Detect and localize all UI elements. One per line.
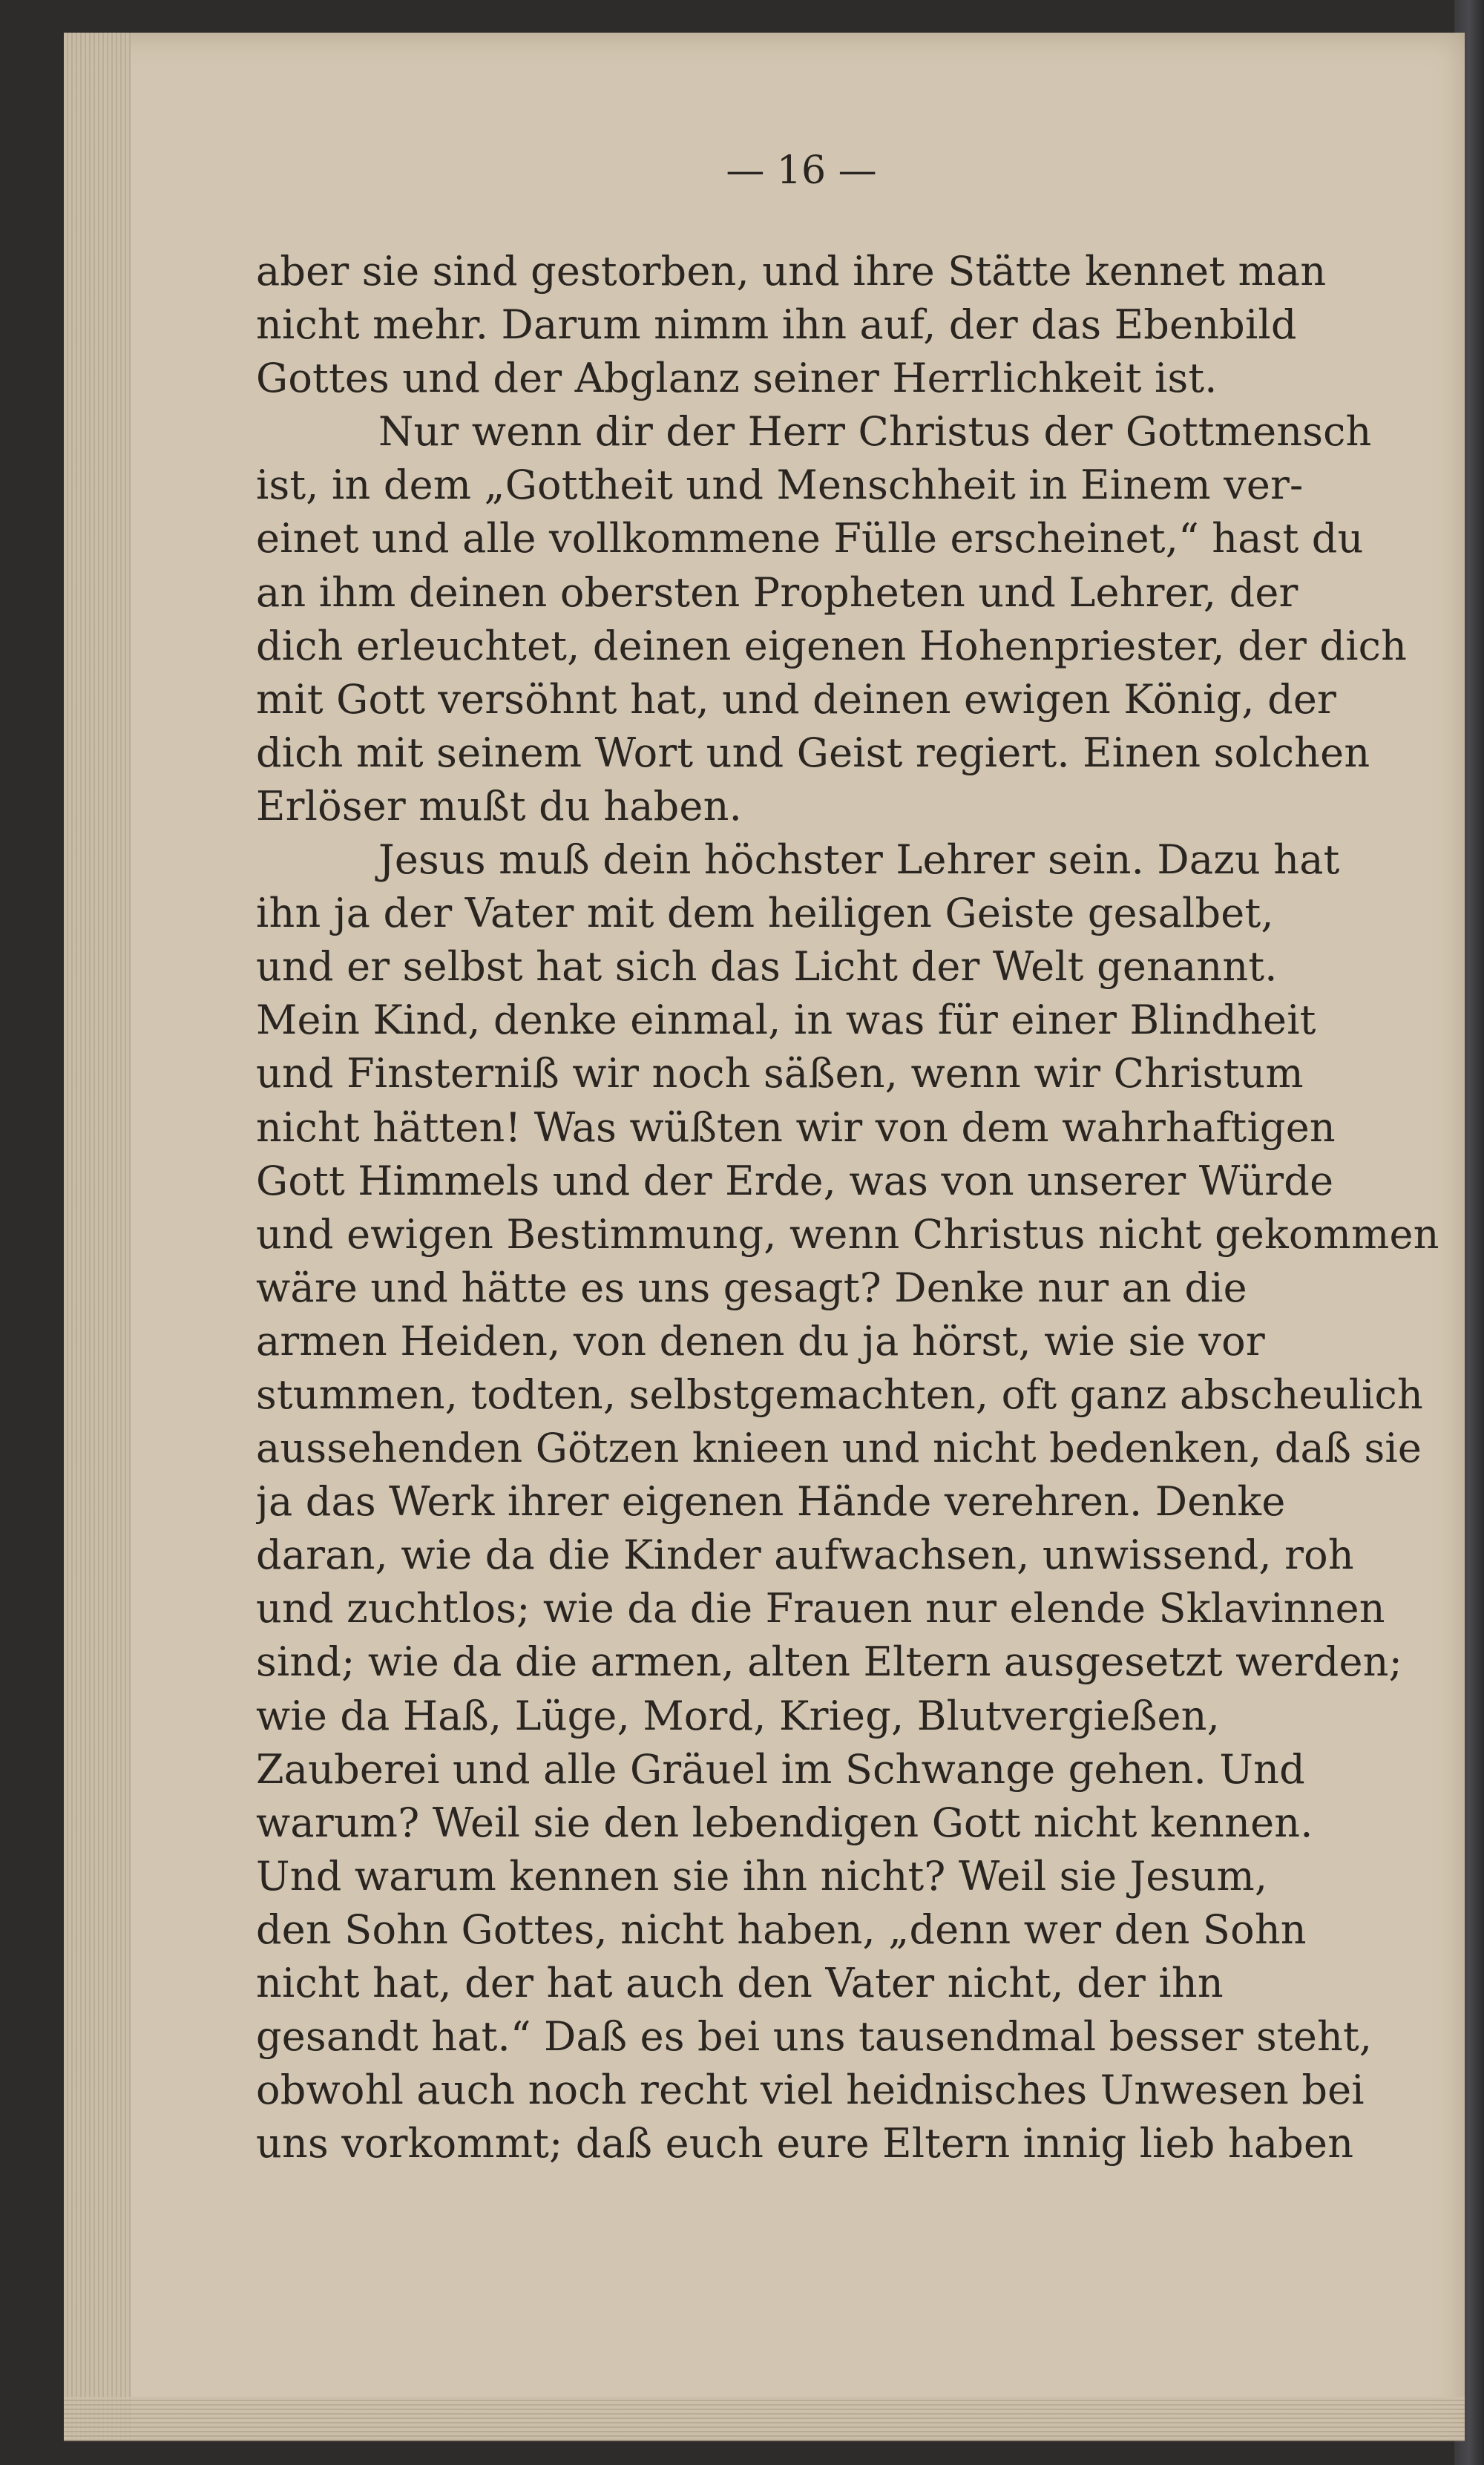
text-line: nicht mehr. Darum nimm ihn auf, der das Ebenbild [256, 301, 1297, 349]
text-line: und ewigen Bestimmung, wenn Christus nicht gekommen [256, 1210, 1439, 1258]
text-line: und er selbst hat sich das Licht der Welt genannt. [256, 943, 1278, 991]
page-stack-edge [64, 33, 131, 2440]
body-text [256, 245, 1465, 2170]
text-line: daran, wie da die Kinder aufwachsen, unwissend, roh [256, 1532, 1354, 1579]
text-line: ihn ja der Vater mit dem heiligen Geiste gesalbet, [256, 890, 1274, 937]
text-line: armen Heiden, von denen du ja hörst, wie sie vor [256, 1317, 1265, 1365]
text-line: mit Gott versöhnt hat, und deinen ewigen König, der [256, 675, 1337, 723]
text-line: obwohl auch noch recht viel heidnisches Unwesen bei [256, 2067, 1365, 2114]
text-line: einet und alle vollkommene Fülle erscheinet,“ hast du [256, 515, 1364, 562]
text-line: aber sie sind gestorben, und ihre Stätte kennet man [256, 248, 1327, 295]
text-line: Gott Himmels und der Erde, was von unserer Würde [256, 1157, 1334, 1204]
text-line: Nur wenn dir der Herr Christus der Gottmensch [378, 408, 1372, 456]
page-number: — 16 — [726, 148, 877, 193]
text-line: warum? Weil sie den lebendigen Gott nicht kennen. [256, 1799, 1313, 1846]
text-line: stummen, todten, selbstgemachten, oft ganz abscheulich [256, 1371, 1423, 1418]
page-stack-bottom-edge [64, 2397, 1465, 2441]
text-line: gesandt hat.“ Daß es bei uns tausendmal besser steht, [256, 2013, 1373, 2061]
text-line: Und warum kennen sie ihn nicht? Weil sie Jesum, [256, 1852, 1268, 1900]
text-line: ist, in dem „Gottheit und Menschheit in Einem ver- [256, 462, 1304, 509]
text-line: den Sohn Gottes, nicht haben, „denn wer den Sohn [256, 1906, 1307, 1953]
text-line: wäre und hätte es uns gesagt? Denke nur an die [256, 1264, 1247, 1311]
text-line: uns vorkommt; daß euch eure Eltern innig lieb haben [256, 2120, 1354, 2167]
text-line: sind; wie da die armen, alten Eltern ausgesetzt werden; [256, 1638, 1403, 1686]
text-line: dich mit seinem Wort und Geist regiert. Einen solchen [256, 729, 1370, 776]
text-line: Erlöser mußt du haben. [256, 782, 742, 830]
text-line: ja das Werk ihrer eigenen Hände verehren. Denke [256, 1478, 1286, 1526]
text-line: Mein Kind, denke einmal, in was für einer Blindheit [256, 997, 1316, 1044]
text-line: nicht hätten! Was wüßten wir von dem wahrhaftigen [256, 1103, 1336, 1151]
text-line: aussehenden Götzen knieen und nicht bedenken, daß sie [256, 1425, 1422, 1472]
text-line: wie da Haß, Lüge, Mord, Krieg, Blutvergießen, [256, 1692, 1220, 1739]
text-line: Gottes und der Abglanz seiner Herrlichkeit ist. [256, 355, 1218, 402]
text-line: und zuchtlos; wie da die Frauen nur elende Sklavinnen [256, 1585, 1385, 1632]
text-line: und Finsterniß wir noch säßen, wenn wir Christum [256, 1050, 1304, 1097]
text-line: Jesus muß dein höchster Lehrer sein. Dazu hat [378, 836, 1340, 884]
text-line: nicht hat, der hat auch den Vater nicht, der ihn [256, 1960, 1224, 2006]
text-line: Zauberei und alle Gräuel im Schwange gehen. Und [256, 1745, 1305, 1793]
text-line: dich erleuchtet, deinen eigenen Hohenpriester, der dich [256, 622, 1408, 669]
text-line: an ihm deinen obersten Propheten und Lehrer, der [256, 568, 1298, 616]
